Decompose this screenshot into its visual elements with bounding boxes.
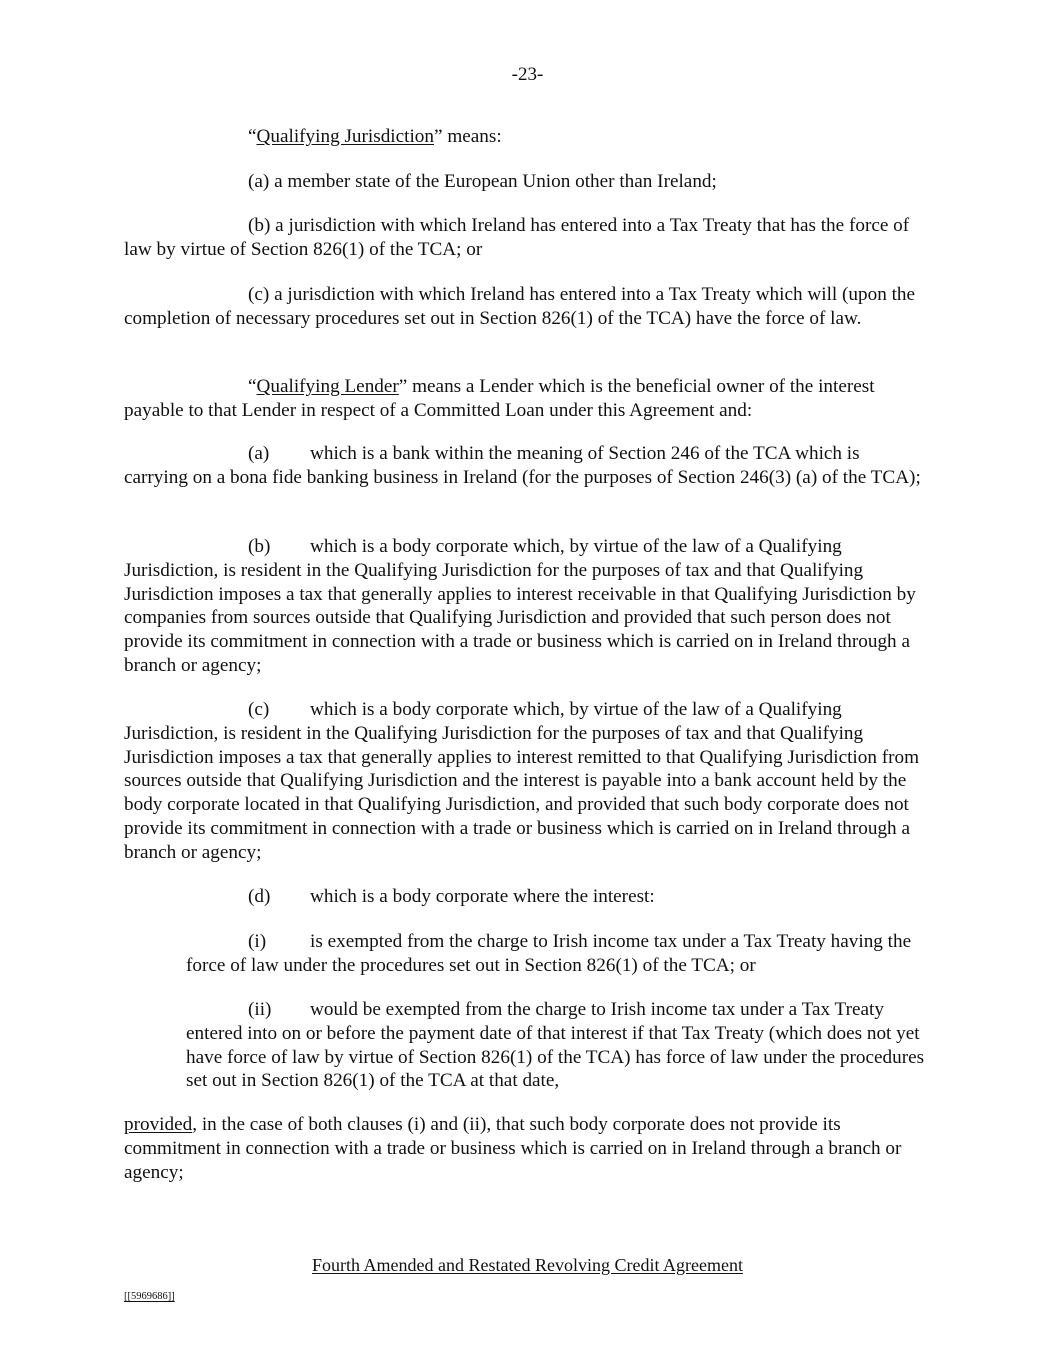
page-number: -23- — [511, 64, 544, 85]
qj-item-b: (b) a jurisdiction with which Ireland has entered into a Tax Treaty that has the force of law by virtue of Section 826(1) of the TCA; or — [124, 215, 910, 260]
defined-term: Qualifying Jurisdiction — [256, 126, 434, 147]
document-id: [[5969686]] — [124, 1291, 175, 1302]
ql-sub-item-i: (i) is exempted from the charge to Irish income tax under a Tax Treaty having the force of law under the procedures set out in Section 826(1) of the TCA; or — [186, 931, 912, 976]
definition-qualifying-jurisdiction: “Qualifying Jurisdiction” means: — [248, 126, 502, 147]
proviso: provided, in the case of both clauses (i) and (ii), that such body corporate does not provide its commitment in connection with a trade or business which is carried on in Ireland through a branch or agency; — [124, 1114, 902, 1183]
qj-item-c: (c) a jurisdiction with which Ireland has entered into a Tax Treaty which will (upon the completion of necessary procedures set out in Section 826(1) of the TCA) have the force of law. — [124, 284, 916, 329]
ql-sub-item-ii: (ii) would be exempted from the charge to Irish income tax under a Tax Treaty entered into on or before the payment date of that interest if that Tax Treaty (which does not yet have force of law by virtue of Section 826(1) of the TCA) has force of law under the procedures set out in Section 826(1) of the TCA at that date, — [186, 999, 925, 1092]
defined-term: Qualifying Lender — [256, 376, 399, 397]
ql-item-d: (d) which is a body corporate where the interest: — [248, 886, 655, 907]
footer-agreement-title: Fourth Amended and Restated Revolving Credit Agreement — [312, 1255, 743, 1275]
ql-item-a: (a) which is a bank within the meaning of Section 246 of the TCA which is carrying on a bona fide banking business in Ireland (for the purposes of Section 246(3) (a) of the TCA); — [124, 443, 921, 488]
qj-item-a: (a) a member state of the European Union other than Ireland; — [248, 171, 717, 192]
proviso-term: provided — [124, 1114, 193, 1135]
ql-item-c: (c) which is a body corporate which, by virtue of the law of a Qualifying Jurisdiction, is resident in the Qualifying Jurisdiction for the purposes of tax and that Qualifying Jurisdiction imposes a tax that generally applies to interest remitted to that Qualifying Jurisdiction from sources outside that Qualifying Jurisdiction and the interest is payable into a bank account held by the body corporate located in that Qualifying Jurisdiction, and provided that such body corporate does not provide its commitment in connection with a trade or business which is carried on in Ireland through a branch or agency; — [124, 699, 920, 863]
ql-item-b: (b) which is a body corporate which, by virtue of the law of a Qualifying Jurisdiction, is resident in the Qualifying Jurisdiction for the purposes of tax and that Qualifying Jurisdiction imposes a tax that generally applies to interest receivable in that Qualifying Jurisdiction by companies from sources outside that Qualifying Jurisdiction and provided that such person does not provide its commitment in connection with a trade or business which is carried on in Ireland through a branch or agency; — [124, 536, 916, 676]
definition-qualifying-lender: “Qualifying Lender” means a Lender which is the beneficial owner of the interest payable to that Lender in respect of a Committed Loan under this Agreement and: — [124, 376, 875, 421]
